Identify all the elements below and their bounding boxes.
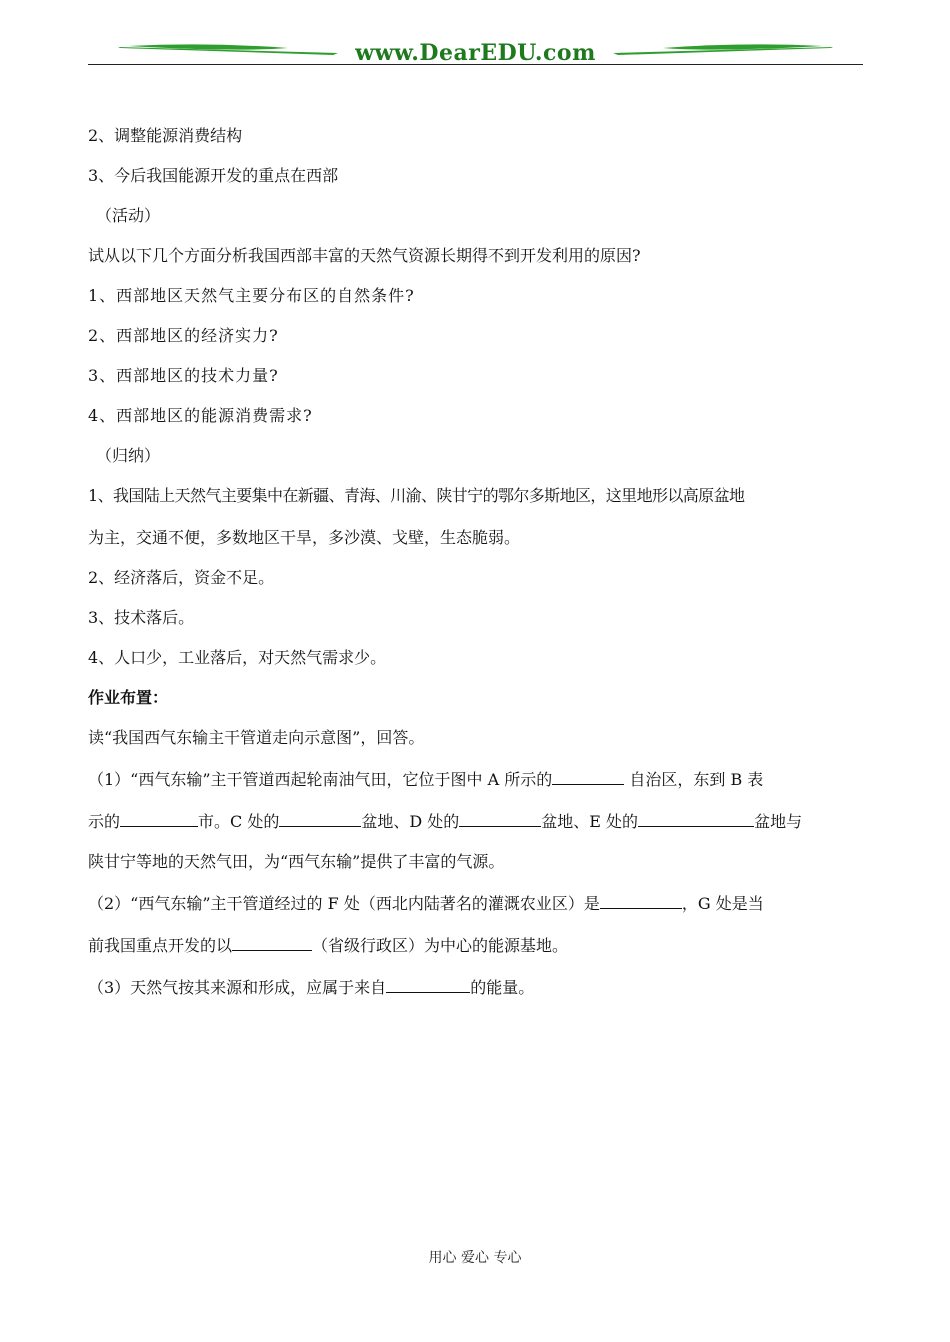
- answer-blank[interactable]: [120, 810, 198, 827]
- question-text: ，G 处是当: [681, 894, 764, 913]
- answer-blank[interactable]: [552, 768, 624, 785]
- question-text: （3）天然气按其来源和形成，应属于来自: [88, 978, 387, 997]
- text-line: 3、技术落后。: [88, 608, 195, 627]
- answer-blank[interactable]: [600, 892, 682, 909]
- question-2-line-1: [88, 892, 764, 914]
- question-text: 自治区，东到 B 表: [624, 770, 764, 789]
- question-2-line-2: [88, 934, 568, 956]
- answer-blank[interactable]: [459, 810, 541, 827]
- answer-blank[interactable]: [386, 976, 470, 993]
- text-line: 3、今后我国能源开发的重点在西部: [88, 166, 339, 185]
- text-line: 读“我国西气东输主干管道走向示意图”，回答。: [88, 728, 425, 747]
- question-item: 4、西部地区的能源消费需求?: [88, 406, 313, 425]
- question-text: （省级行政区）为中心的能源基地。: [312, 936, 569, 955]
- text-line: 2、经济落后，资金不足。: [88, 568, 275, 587]
- question-1-line-1: [88, 768, 763, 790]
- question-text: 的能量。: [470, 978, 535, 997]
- text-line: 试从以下几个方面分析我国西部丰富的天然气资源长期得不到开发利用的原因?: [88, 246, 641, 265]
- question-text: 盆地、E 处的: [541, 812, 639, 831]
- question-text: 前我国重点开发的以: [88, 936, 233, 955]
- question-text: （1）“西气东输”主干管道西起轮南油气田，它位于图中 A 所示的: [88, 770, 553, 789]
- text-line: 1、我国陆上天然气主要集中在新疆、青海、川渝、陕甘宁的鄂尔多斯地区，这里地形以高原盆地: [88, 486, 745, 505]
- answer-blank[interactable]: [279, 810, 361, 827]
- text-line: 2、调整能源消费结构: [88, 126, 243, 145]
- text-line: 为主，交通不便，多数地区干旱，多沙漠、戈壁，生态脆弱。: [88, 528, 521, 547]
- question-text: 市。C 处的: [198, 812, 280, 831]
- question-text: 盆地、D 处的: [361, 812, 460, 831]
- page-footer: 用心 爱心 专心: [428, 1250, 522, 1266]
- question-item: 3、西部地区的技术力量?: [88, 366, 279, 385]
- question-text: 示的: [88, 812, 121, 831]
- question-3-line: [88, 976, 534, 998]
- section-label-activity: （活动）: [96, 206, 161, 225]
- site-logo-text: www.DearEDU.com: [355, 40, 596, 66]
- text-line: 陕甘宁等地的天然气田，为“西气东输”提供了丰富的气源。: [88, 852, 505, 871]
- question-item: 1、西部地区天然气主要分布区的自然条件?: [88, 286, 415, 305]
- answer-blank[interactable]: [232, 934, 312, 951]
- question-text: 盆地与: [754, 812, 803, 831]
- answer-blank[interactable]: [638, 810, 754, 827]
- section-heading-homework: 作业布置：: [88, 688, 169, 707]
- question-item: 2、西部地区的经济实力?: [88, 326, 279, 345]
- section-label-summary: （归纳）: [96, 446, 161, 465]
- header-rule: [88, 64, 863, 65]
- text-line: 4、人口少，工业落后，对天然气需求少。: [88, 648, 387, 667]
- question-1-line-2: [88, 810, 802, 832]
- question-text: （2）“西气东输”主干管道经过的 F 处（西北内陆著名的灌溉农业区）是: [88, 894, 600, 913]
